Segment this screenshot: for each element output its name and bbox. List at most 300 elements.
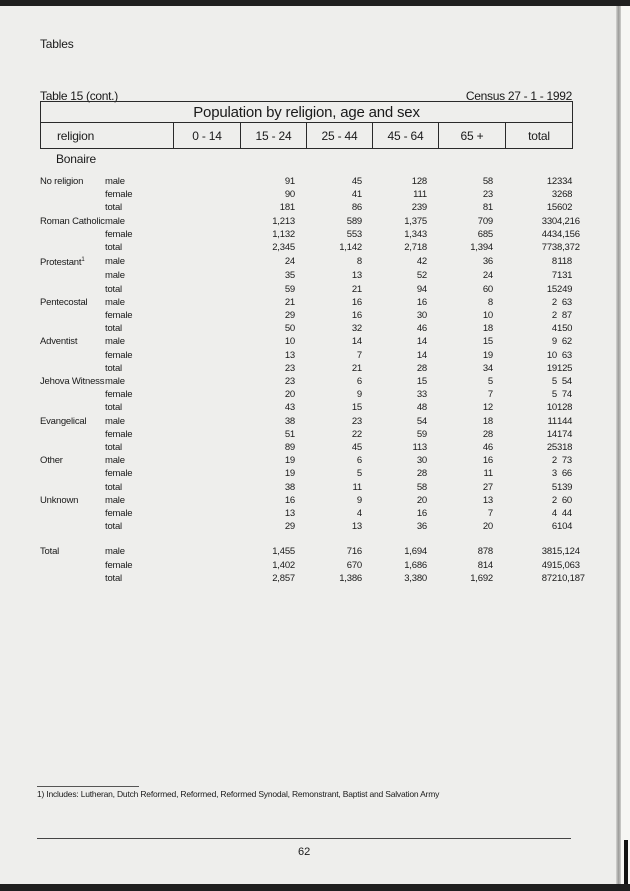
religion-cell: Unknown (40, 494, 79, 506)
religion-cell: Other (40, 455, 63, 467)
value-cell: 6 (356, 376, 362, 388)
value-cell: 1,375 (404, 215, 427, 227)
table-label: Table 15 (cont.) (40, 89, 118, 103)
religion-cell (40, 269, 105, 282)
table-row (40, 188, 572, 201)
value-cell: 249 (557, 283, 573, 295)
value-cell: 11 (352, 481, 362, 493)
value-cell: 23 (284, 376, 295, 388)
value-cell: 1,386 (339, 572, 362, 584)
sex-cell: male (105, 215, 125, 227)
value-cell: 51 (284, 428, 295, 440)
value-cell: 59 (284, 283, 295, 295)
value-cell: 5,063 (557, 559, 580, 571)
value-cell: 30 (416, 310, 427, 322)
value-cell: 14 (351, 336, 362, 348)
value-cell: 13 (482, 494, 493, 506)
value-cell: 24 (482, 270, 493, 282)
table-row (40, 322, 572, 335)
value-cell: 4 (356, 508, 362, 520)
value-cell: 8,372 (557, 242, 580, 254)
religion-cell (40, 254, 105, 269)
religion-cell (40, 401, 105, 414)
value-cell: 63 (561, 296, 572, 308)
value-cell: 2 (551, 494, 557, 506)
page-edge-mark (624, 840, 628, 884)
column-header-age-15-24: 15 - 24 (241, 123, 307, 149)
value-cell: 174 (557, 428, 573, 440)
value-cell: 814 (477, 559, 493, 571)
spacer-cell (173, 428, 229, 441)
value-cell: 27 (482, 481, 493, 493)
spacer-cell (173, 441, 229, 454)
sex-cell: female (105, 559, 133, 571)
spacer-cell (173, 201, 229, 214)
value-cell: 11 (483, 468, 493, 480)
spacer-cell (173, 494, 229, 507)
value-cell: 1,142 (339, 242, 362, 254)
sex-cell: male (105, 415, 125, 427)
value-cell: 58 (416, 481, 427, 493)
value-cell: 19 (546, 362, 557, 374)
value-cell: 32 (351, 323, 362, 335)
value-cell: 28 (482, 428, 493, 440)
value-cell: 716 (346, 546, 362, 558)
spacer-cell (173, 175, 229, 188)
religion-cell: Roman Catholic (40, 215, 105, 227)
value-cell: 5 (551, 376, 557, 388)
value-cell: 34 (482, 362, 493, 374)
value-cell: 22 (351, 428, 362, 440)
spacer-cell (173, 322, 229, 335)
value-cell: 7 (487, 389, 493, 401)
census-date: Census 27 - 1 - 1992 (465, 89, 572, 103)
value-cell: 25 (546, 442, 557, 454)
value-cell: 7 (551, 270, 557, 282)
table-row (40, 494, 572, 507)
religion-cell (40, 559, 105, 572)
table-row (40, 520, 572, 533)
spacer-cell (173, 375, 229, 388)
value-cell: 10 (546, 402, 557, 414)
value-cell: 4 (551, 323, 557, 335)
value-cell: 59 (416, 428, 427, 440)
region-label: Bonaire (56, 152, 96, 166)
table-row (40, 269, 572, 282)
value-cell: 8 (551, 256, 557, 268)
value-cell: 128 (411, 176, 427, 187)
value-cell: 1,686 (404, 559, 427, 571)
value-cell: 16 (416, 296, 427, 308)
value-cell: 15 (351, 402, 362, 414)
value-cell: 87 (561, 310, 572, 322)
religion-cell (40, 481, 105, 494)
religion-cell (40, 362, 105, 375)
value-cell: 74 (561, 389, 572, 401)
sex-cell: male (105, 296, 125, 308)
column-header-age-65-plus: 65 + (439, 123, 506, 149)
value-cell: 54 (561, 376, 572, 388)
value-cell: 15 (546, 202, 557, 214)
sex-cell: female (105, 468, 133, 480)
spacer-cell (173, 362, 229, 375)
value-cell: 23 (351, 415, 362, 427)
value-cell: 16 (284, 494, 295, 506)
value-cell: 18 (482, 323, 493, 335)
religion-cell (40, 188, 105, 201)
value-cell: 73 (561, 455, 572, 467)
spacer-cell (173, 507, 229, 520)
value-cell: 86 (351, 202, 362, 214)
spacer-cell (173, 283, 229, 296)
spacer-cell (173, 349, 229, 362)
value-cell: 81 (482, 202, 493, 214)
column-header-total: total (506, 123, 573, 149)
spacer-cell (173, 388, 229, 401)
spacer-cell (173, 467, 229, 480)
religion-name: Protestant (40, 257, 82, 269)
sex-cell: total (105, 362, 122, 374)
value-cell: 10 (546, 349, 557, 361)
value-cell: 16 (351, 310, 362, 322)
table-header (40, 101, 573, 149)
table-row (40, 201, 572, 214)
value-cell: 709 (477, 215, 493, 227)
table-row (40, 335, 572, 348)
spacer-cell (173, 454, 229, 467)
value-cell: 1,402 (272, 559, 295, 571)
value-cell: 42 (416, 256, 427, 268)
value-cell: 10,187 (557, 572, 585, 584)
sex-cell: male (105, 376, 125, 388)
value-cell: 62 (561, 336, 572, 348)
value-cell: 878 (477, 546, 493, 558)
value-cell: 89 (284, 442, 295, 454)
value-cell: 19 (482, 349, 493, 361)
value-cell: 13 (284, 508, 295, 520)
value-cell: 21 (284, 296, 295, 308)
value-cell: 113 (412, 442, 427, 454)
spacer-cell (173, 241, 229, 254)
value-cell: 8 (487, 296, 493, 308)
value-cell: 60 (482, 283, 493, 295)
value-cell: 13 (351, 270, 362, 282)
sex-cell: male (105, 270, 125, 282)
sex-cell: male (105, 336, 125, 348)
value-cell: 139 (557, 481, 573, 493)
column-header-age-25-44: 25 - 44 (307, 123, 373, 149)
table-row (40, 215, 572, 228)
spacer-cell (173, 228, 229, 241)
value-cell: 36 (416, 521, 427, 533)
value-cell: 2 (551, 296, 557, 308)
table-row (40, 545, 572, 558)
value-cell: 553 (346, 228, 362, 240)
value-cell: 2,857 (272, 572, 295, 584)
value-cell: 45 (351, 176, 362, 187)
sex-cell: female (105, 508, 133, 520)
value-cell: 19 (284, 455, 295, 467)
sex-cell: total (105, 402, 122, 414)
table-row (40, 507, 572, 520)
value-cell: 125 (557, 362, 573, 374)
value-cell: 2,345 (272, 242, 295, 254)
spacer-cell (173, 254, 229, 269)
spacer-cell (173, 296, 229, 309)
value-cell: 11 (547, 415, 557, 427)
sex-cell: female (105, 228, 133, 240)
religion-cell (40, 201, 105, 214)
value-cell: 38 (284, 481, 295, 493)
value-cell: 9 (356, 494, 362, 506)
value-cell: 43 (284, 402, 295, 414)
sex-cell: total (105, 283, 122, 295)
footnote: 1) Includes: Lutheran, Dutch Reformed, Reformed, Reformed Synodal, Remonstrant, Baptist and Salvation Army (37, 789, 440, 799)
table-row (40, 296, 572, 309)
value-cell: 773 (541, 242, 557, 254)
religion-cell (40, 428, 105, 441)
sex-cell: total (105, 323, 122, 335)
value-cell: 21 (351, 283, 362, 295)
table-row (40, 559, 572, 572)
table-row (40, 228, 572, 241)
table-row (40, 481, 572, 494)
value-cell: 45 (351, 442, 362, 454)
value-cell: 104 (557, 521, 573, 533)
table-title: Population by religion, age and sex (41, 102, 573, 123)
value-cell: 15 (416, 376, 427, 388)
value-cell: 36 (482, 256, 493, 268)
spacer-cell (173, 269, 229, 282)
religion-cell (40, 349, 105, 362)
value-cell: 10 (482, 310, 493, 322)
table-row (40, 349, 572, 362)
table-row (40, 401, 572, 414)
value-cell: 15 (546, 283, 557, 295)
value-cell: 5 (551, 481, 557, 493)
footnote-marker: 1 (81, 257, 85, 264)
value-cell: 9 (356, 389, 362, 401)
value-cell: 5,124 (557, 546, 580, 558)
spacer-cell (173, 415, 229, 428)
spacer-cell (173, 572, 229, 585)
sex-cell: female (105, 428, 133, 440)
value-cell: 5 (487, 376, 493, 388)
value-cell: 21 (351, 362, 362, 374)
value-cell: 602 (557, 202, 573, 214)
value-cell: 334 (557, 176, 573, 187)
column-header-age-45-64: 45 - 64 (373, 123, 439, 149)
religion-cell: Total (40, 546, 60, 558)
value-cell: 91 (284, 176, 295, 187)
table-row (40, 388, 572, 401)
spacer-cell (173, 520, 229, 533)
value-cell: 30 (416, 455, 427, 467)
sex-cell: total (105, 202, 122, 214)
value-cell: 3 (551, 468, 557, 480)
page-number: 62 (298, 846, 311, 858)
religion-cell (40, 467, 105, 480)
value-cell: 38 (284, 415, 295, 427)
value-cell: 5 (356, 468, 362, 480)
value-cell: 128 (557, 402, 573, 414)
value-cell: 16 (416, 508, 427, 520)
value-cell: 50 (284, 323, 295, 335)
value-cell: 20 (482, 521, 493, 533)
value-cell: 63 (561, 349, 572, 361)
value-cell: 18 (482, 415, 493, 427)
value-cell: 23 (284, 362, 295, 374)
value-cell: 4,156 (557, 228, 580, 240)
value-cell: 1,455 (272, 546, 295, 558)
value-cell: 131 (557, 270, 573, 282)
value-cell: 144 (557, 415, 573, 427)
value-cell: 94 (416, 283, 427, 295)
value-cell: 14 (546, 428, 557, 440)
value-cell: 20 (416, 494, 427, 506)
value-cell: 1,694 (404, 546, 427, 558)
table-row (40, 309, 572, 322)
value-cell: 16 (482, 455, 493, 467)
value-cell: 8 (356, 256, 362, 268)
value-cell: 24 (284, 256, 295, 268)
religion-cell: Pentecostal (40, 296, 88, 308)
religion-cell (40, 388, 105, 401)
sex-cell: male (105, 494, 125, 506)
spacer-cell (173, 401, 229, 414)
column-header-religion: religion (41, 123, 174, 149)
sex-cell: female (105, 189, 133, 201)
value-cell: 1,343 (404, 228, 427, 240)
table-row (40, 428, 572, 441)
value-cell: 60 (561, 494, 572, 506)
value-cell: 111 (413, 189, 427, 201)
spacer-row (40, 533, 572, 545)
religion-cell (40, 322, 105, 335)
data-table (40, 175, 585, 585)
table-row (40, 467, 572, 480)
value-cell: 15 (482, 336, 493, 348)
value-cell: 19 (284, 468, 295, 480)
religion-cell (40, 241, 105, 254)
value-cell: 20 (284, 389, 295, 401)
value-cell: 1,394 (470, 242, 493, 254)
value-cell: 4 (551, 508, 557, 520)
value-cell: 44 (561, 508, 572, 520)
spacer-cell (173, 309, 229, 322)
value-cell: 48 (416, 402, 427, 414)
value-cell: 118 (557, 256, 572, 268)
value-cell: 9 (551, 336, 557, 348)
value-cell: 52 (416, 270, 427, 282)
value-cell: 381 (541, 546, 557, 558)
religion-cell (40, 309, 105, 322)
value-cell: 10 (284, 336, 295, 348)
sex-cell: total (105, 242, 122, 254)
value-cell: 3,380 (404, 572, 427, 584)
value-cell: 29 (284, 521, 295, 533)
value-cell: 4,216 (557, 215, 580, 227)
value-cell: 670 (346, 559, 362, 571)
spacer-cell (173, 481, 229, 494)
spacer-cell (173, 545, 229, 558)
value-cell: 66 (561, 468, 572, 480)
value-cell: 239 (411, 202, 427, 214)
religion-cell: Evangelical (40, 415, 87, 427)
value-cell: 2,718 (404, 242, 427, 254)
value-cell: 5 (551, 389, 557, 401)
value-cell: 35 (284, 270, 295, 282)
table-row (40, 254, 572, 269)
table-row (40, 415, 572, 428)
value-cell: 7 (487, 508, 493, 520)
value-cell: 1,213 (272, 215, 295, 227)
footer-rule (37, 838, 571, 839)
sex-cell: total (105, 481, 122, 493)
value-cell: 14 (416, 349, 427, 361)
value-cell: 7 (356, 349, 362, 361)
sex-cell: female (105, 310, 133, 322)
spacer-cell (173, 188, 229, 201)
sex-cell: female (105, 389, 133, 401)
value-cell: 6 (356, 455, 362, 467)
value-cell: 12 (546, 176, 557, 187)
value-cell: 16 (351, 296, 362, 308)
spacer-cell (173, 335, 229, 348)
value-cell: 150 (557, 323, 573, 335)
footnote-rule (37, 786, 139, 787)
value-cell: 1,132 (272, 228, 295, 240)
value-cell: 13 (351, 521, 362, 533)
religion-cell: No religion (40, 176, 84, 187)
religion-cell (40, 441, 105, 454)
table-row (40, 362, 572, 375)
running-head: Tables (40, 37, 74, 51)
value-cell: 443 (541, 228, 557, 240)
table-row (40, 454, 572, 467)
spacer-cell (40, 533, 572, 545)
value-cell: 491 (541, 559, 557, 571)
table-row (40, 375, 572, 388)
sex-cell: male (105, 546, 125, 558)
page-edge (621, 6, 630, 884)
spacer-cell (173, 215, 229, 228)
sex-cell: male (105, 176, 125, 187)
religion-cell (40, 572, 105, 585)
religion-cell: Adventist (40, 336, 78, 348)
value-cell: 46 (482, 442, 493, 454)
religion-cell (40, 283, 105, 296)
value-cell: 2 (551, 310, 557, 322)
sex-cell: total (105, 442, 122, 454)
value-cell: 46 (416, 323, 427, 335)
value-cell: 41 (351, 189, 362, 201)
sex-cell: male (105, 256, 125, 268)
value-cell: 23 (482, 189, 493, 201)
value-cell: 1,692 (470, 572, 493, 584)
sex-cell: male (105, 455, 125, 467)
value-cell: 12 (482, 402, 493, 414)
value-cell: 3 (551, 189, 557, 201)
table-row (40, 283, 572, 296)
sex-cell: total (105, 521, 122, 533)
value-cell: 28 (416, 468, 427, 480)
sex-cell: female (105, 349, 133, 361)
value-cell: 2 (551, 455, 557, 467)
value-cell: 685 (477, 228, 493, 240)
value-cell: 181 (279, 202, 295, 214)
value-cell: 14 (416, 336, 427, 348)
